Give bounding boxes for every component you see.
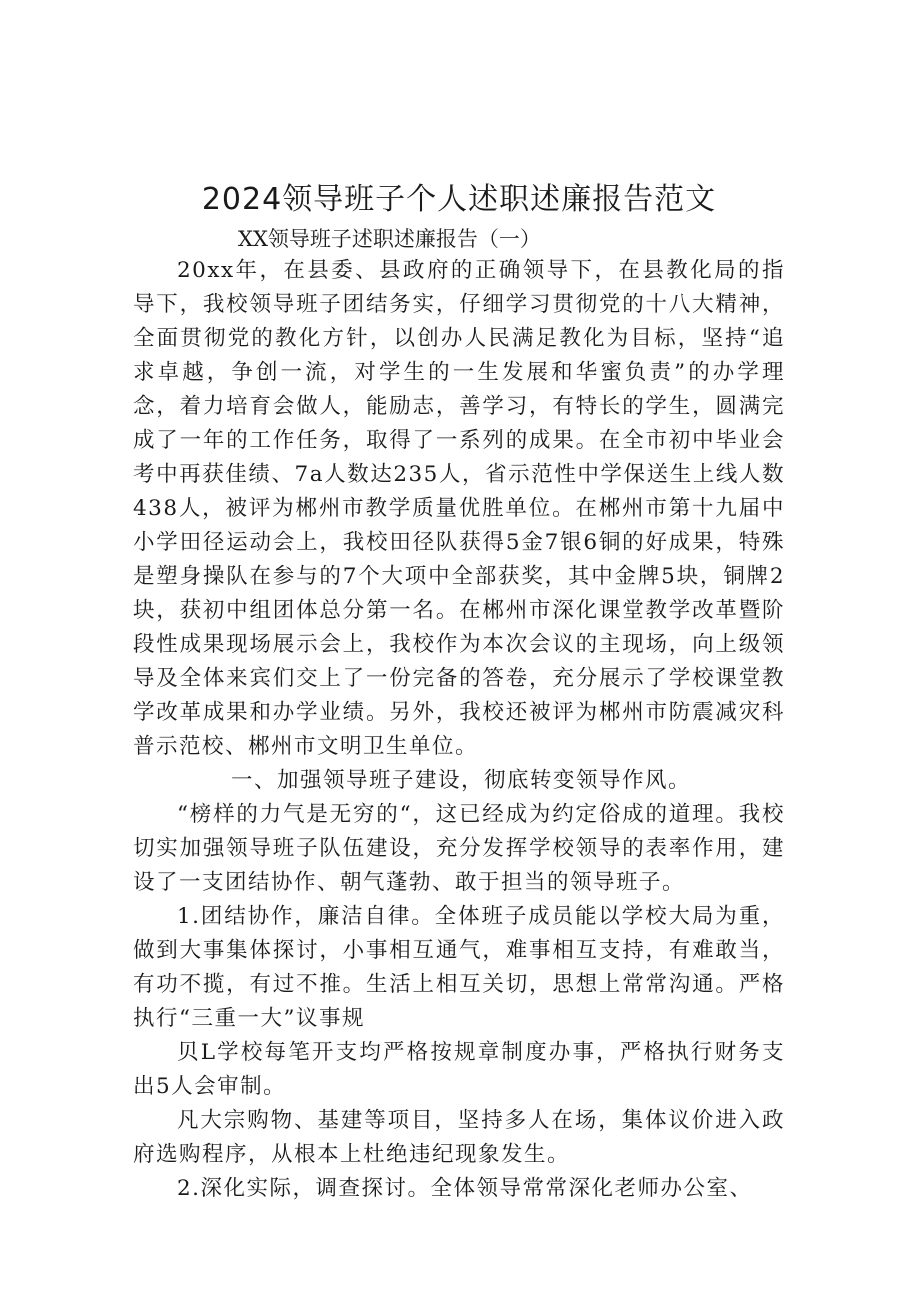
body-paragraph: 1.团结协作，廉洁自律。全体班子成员能以学校大局为重，做到大事集体探讨，小事相互通气，难事相互支持，有难敢当，有功不揽，有过不推。生活上相互关切，思想上常常沟通。严格执行“三重一大”议事规 (133, 904, 785, 1031)
intro-paragraph: 20xx年，在县委、县政府的正确领导下，在县教化局的指导下，我校领导班子团结务实，仔细学习贯彻党的十八大精神，全面贯彻党的教化方针，以创办人民满足教化为目标，坚持“追求卓越，争创一流，对学生的一生发展和华蜜负责”的办学理念，着力培育会做人，能励志，善学习，有特长的学生，圆满完成了一年的工作任务，取得了一系列的成果。在全市初中毕业会考中再获佳绩、7a人数达235人，省示范性中学保送生上线人数438人，被评为郴州市教学质量优胜单位。在郴州市第十九届中小学田径运动会上，我校田径队获得5金7银6铜的好成果，特殊是塑身操队在参与的7个大项中全部获奖，其中金牌5块，铜牌2块，获初中组团体总分第一名。在郴州市深化课堂教学改革暨阶段性成果现场展示会上，我校作为本次会议的主现场，向上级领导及全体来宾们交上了一份完备的答卷，充分展示了学校课堂教学改革成果和办学业绩。另外，我校还被评为郴州市防震减灾科普示范校、郴州市文明卫生单位。 (133, 258, 785, 759)
body-paragraph: 凡大宗购物、基建等项目，坚持多人在场，集体议价进入政府选购程序，从根本上杜绝违纪现象发生。 (133, 1108, 785, 1167)
report-subtitle: XX领导班子述职述廉报告（一） (238, 227, 541, 251)
body-paragraph: 贝L学校每笔开支均严格按规章制度办事，严格执行财务支出5人会审制。 (133, 1040, 785, 1099)
body-paragraph: 2.深化实际，调查探讨。全体领导常常深化老师办公室、 (177, 1176, 753, 1201)
body-paragraph: “榜样的力气是无穷的“，这已经成为约定俗成的道理。我校切实加强领导班子队伍建设，充分发挥学校领导的表率作用，建设了一支团结协作、朝气蓬勃、敢于担当的领导班子。 (133, 802, 785, 895)
document-title: 2024领导班子个人述职述廉报告范文 (201, 182, 717, 217)
section-heading: 一、加强领导班子建设，彻底转变领导作风。 (231, 768, 692, 793)
document-page (133, 178, 785, 1206)
